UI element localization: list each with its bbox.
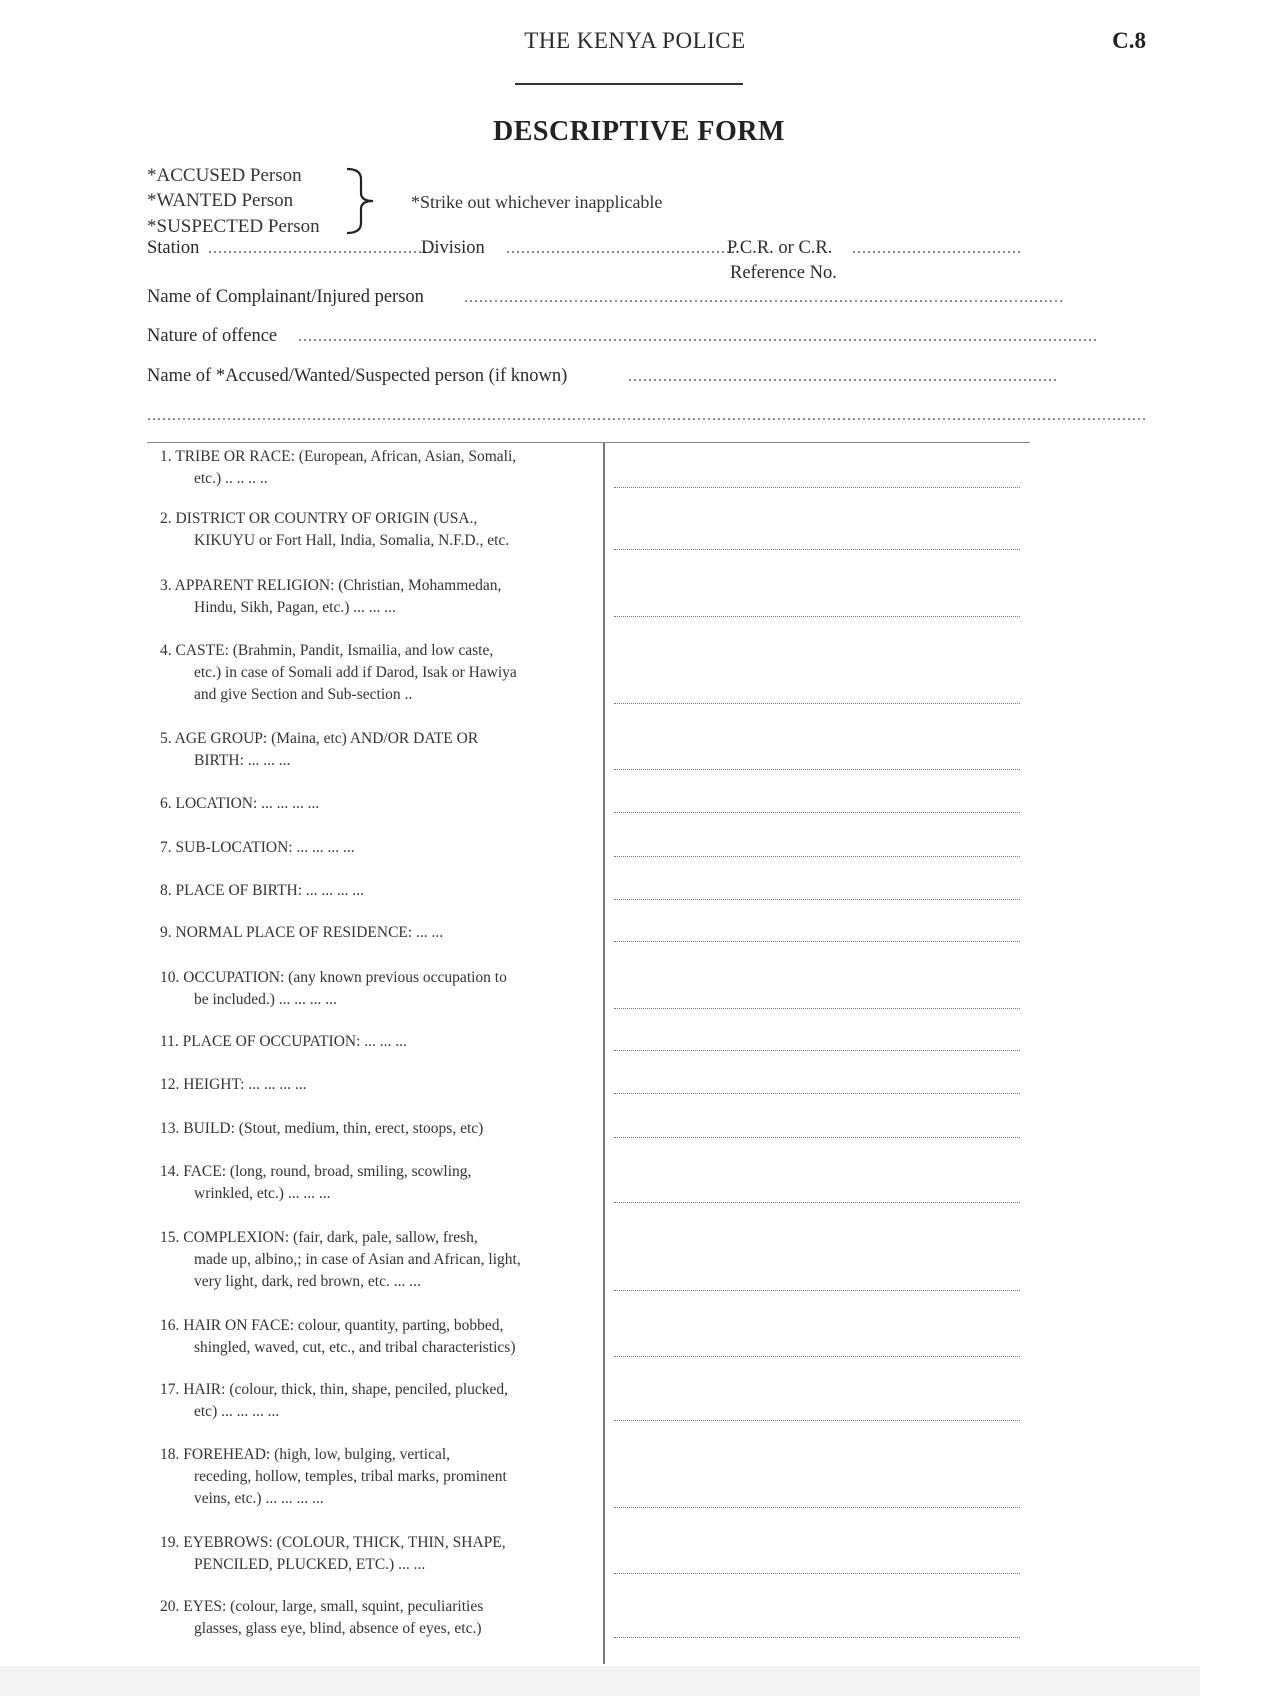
- item-7-label: [160, 837, 600, 859]
- item-18-text: 18. FOREHEAD: (high, low, bulging, vertical,: [160, 1446, 451, 1463]
- form-title: DESCRIPTIVE FORM: [493, 116, 785, 147]
- item-4-text-cont: and give Section and Sub-section ..: [194, 686, 413, 703]
- pcr-label: P.C.R. or C.R.: [727, 238, 833, 258]
- item-17-label: [160, 1379, 600, 1423]
- item-4-label: [160, 640, 600, 706]
- item-2-text-cont: KIKUYU or Fort Hall, India, Somalia, N.F.D., etc.: [194, 532, 510, 549]
- item-6-answer-field[interactable]: [614, 812, 1020, 813]
- item-4-text: 4. CASTE: (Brahmin, Pandit, Ismailia, and low caste,: [160, 642, 494, 659]
- item-20-text-cont: glasses, glass eye, blind, absence of eyes, etc.): [194, 1620, 482, 1637]
- item-15-text: 15. COMPLEXION: (fair, dark, pale, sallow, fresh,: [160, 1229, 478, 1246]
- item-2-text: 2. DISTRICT OR COUNTRY OF ORIGIN (USA.,: [160, 510, 478, 527]
- brace-icon: [345, 167, 381, 235]
- division-label: Division: [421, 238, 485, 258]
- item-4-answer-field[interactable]: [614, 703, 1020, 704]
- offence-field[interactable]: ................................................................................................................................................................: [298, 328, 1098, 345]
- station-label: Station: [147, 238, 200, 258]
- item-10-text: 10. OCCUPATION: (any known previous occupation to: [160, 969, 507, 986]
- accused-name-field[interactable]: ......................................................................................: [628, 368, 1058, 385]
- item-18-label: [160, 1444, 600, 1510]
- item-19-text: 19. EYEBROWS: (COLOUR, THICK, THIN, SHAPE,: [160, 1534, 506, 1551]
- person-type-wanted: *WANTED Person: [147, 190, 294, 211]
- item-11-text: 11. PLACE OF OCCUPATION: ... ... ...: [160, 1033, 407, 1050]
- item-19-label: [160, 1532, 600, 1576]
- item-14-answer-field[interactable]: [614, 1202, 1020, 1203]
- item-17-text-cont: etc) ... ... ... ...: [194, 1403, 280, 1420]
- item-18-text-cont: veins, etc.) ... ... ... ...: [194, 1490, 324, 1507]
- item-1-text-cont: etc.) .. .. .. ..: [194, 470, 268, 487]
- complainant-field[interactable]: ........................................................................................................................: [464, 289, 1064, 306]
- item-1-text: 1. TRIBE OR RACE: (European, African, Asian, Somali,: [160, 448, 517, 465]
- item-9-answer-field[interactable]: [614, 941, 1020, 942]
- accused-name-label: Name of *Accused/Wanted/Suspected person (if known): [147, 366, 568, 386]
- item-19-text-cont: PENCILED, PLUCKED, ETC.) ... ...: [194, 1556, 426, 1573]
- item-14-text: 14. FACE: (long, round, broad, smiling, scowling,: [160, 1163, 472, 1180]
- accused-name-field-line2[interactable]: ........................................................................................................................................................................................................: [147, 407, 1147, 424]
- item-2-answer-field[interactable]: [614, 549, 1020, 550]
- item-3-label: [160, 575, 600, 619]
- item-7-text: 7. SUB-LOCATION: ... ... ... ...: [160, 839, 355, 856]
- item-3-text-cont: Hindu, Sikh, Pagan, etc.) ... ... ...: [194, 599, 396, 616]
- item-14-text-cont: wrinkled, etc.) ... ... ...: [194, 1185, 331, 1202]
- item-12-label: [160, 1074, 600, 1096]
- item-12-answer-field[interactable]: [614, 1093, 1020, 1094]
- item-14-label: [160, 1161, 600, 1205]
- item-18-answer-field[interactable]: [614, 1507, 1020, 1508]
- item-15-text-cont: made up, albino,; in case of Asian and African, light,: [194, 1251, 521, 1268]
- item-3-answer-field[interactable]: [614, 616, 1020, 617]
- item-10-text-cont: be included.) ... ... ... ...: [194, 991, 337, 1008]
- item-20-text: 20. EYES: (colour, large, small, squint, peculiarities: [160, 1598, 484, 1615]
- person-type-suspected: *SUSPECTED Person: [147, 216, 320, 237]
- station-field[interactable]: ..............................................: [208, 240, 438, 257]
- item-17-answer-field[interactable]: [614, 1420, 1020, 1421]
- item-8-answer-field[interactable]: [614, 899, 1020, 900]
- item-20-answer-field[interactable]: [614, 1637, 1020, 1638]
- item-8-label: [160, 880, 600, 902]
- item-3-text: 3. APPARENT RELIGION: (Christian, Mohammedan,: [160, 577, 502, 594]
- reference-no-label: Reference No.: [730, 263, 837, 283]
- item-17-text: 17. HAIR: (colour, thick, thin, shape, penciled, plucked,: [160, 1381, 509, 1398]
- strike-note: *Strike out whichever inapplicable: [411, 192, 663, 212]
- item-13-answer-field[interactable]: [614, 1137, 1020, 1138]
- item-13-text: 13. BUILD: (Stout, medium, thin, erect, stoops, etc): [160, 1120, 484, 1137]
- item-6-label: [160, 793, 600, 815]
- item-5-answer-field[interactable]: [614, 769, 1020, 770]
- item-12-text: 12. HEIGHT: ... ... ... ...: [160, 1076, 307, 1093]
- page-bottom-edge: [0, 1666, 1200, 1696]
- item-5-text: 5. AGE GROUP: (Maina, etc) AND/OR DATE OR: [160, 730, 479, 747]
- item-1-answer-field[interactable]: [614, 487, 1020, 488]
- item-10-label: [160, 967, 600, 1011]
- item-2-label: [160, 508, 600, 552]
- table-top-rule: [147, 442, 1030, 443]
- item-15-label: [160, 1227, 600, 1293]
- item-16-label: [160, 1315, 600, 1359]
- item-9-label: [160, 922, 600, 944]
- item-15-answer-field[interactable]: [614, 1290, 1020, 1291]
- item-6-text: 6. LOCATION: ... ... ... ...: [160, 795, 320, 812]
- item-1-label: [160, 446, 600, 490]
- item-16-text-cont: shingled, waved, cut, etc., and tribal characteristics): [194, 1339, 516, 1356]
- item-19-answer-field[interactable]: [614, 1573, 1020, 1574]
- item-10-answer-field[interactable]: [614, 1008, 1020, 1009]
- item-7-answer-field[interactable]: [614, 856, 1020, 857]
- item-8-text: 8. PLACE OF BIRTH: ... ... ... ...: [160, 882, 365, 899]
- complainant-label: Name of Complainant/Injured person: [147, 287, 424, 307]
- organisation-name: THE KENYA POLICE: [524, 28, 746, 53]
- item-5-text-cont: BIRTH: ... ... ...: [194, 752, 291, 769]
- offence-label: Nature of offence: [147, 326, 278, 346]
- item-4-text-cont: etc.) in case of Somali add if Darod, Isak or Hawiya: [194, 664, 517, 681]
- item-20-label: [160, 1596, 600, 1640]
- item-16-answer-field[interactable]: [614, 1356, 1020, 1357]
- item-11-label: [160, 1031, 600, 1053]
- division-field[interactable]: ..............................................: [506, 240, 736, 257]
- item-5-label: [160, 728, 600, 772]
- table-column-divider: [603, 443, 605, 1664]
- pcr-field[interactable]: ..................................: [852, 240, 1022, 257]
- item-9-text: 9. NORMAL PLACE OF RESIDENCE: ... ...: [160, 924, 444, 941]
- item-15-text-cont: very light, dark, red brown, etc. ... ...: [194, 1273, 421, 1290]
- item-13-label: [160, 1118, 600, 1140]
- item-16-text: 16. HAIR ON FACE: colour, quantity, parting, bobbed,: [160, 1317, 504, 1334]
- item-18-text-cont: receding, hollow, temples, tribal marks, prominent: [194, 1468, 507, 1485]
- form-code: C.8: [1112, 28, 1146, 53]
- person-type-accused: *ACCUSED Person: [147, 165, 302, 186]
- header-rule: [515, 83, 743, 85]
- item-11-answer-field[interactable]: [614, 1050, 1020, 1051]
